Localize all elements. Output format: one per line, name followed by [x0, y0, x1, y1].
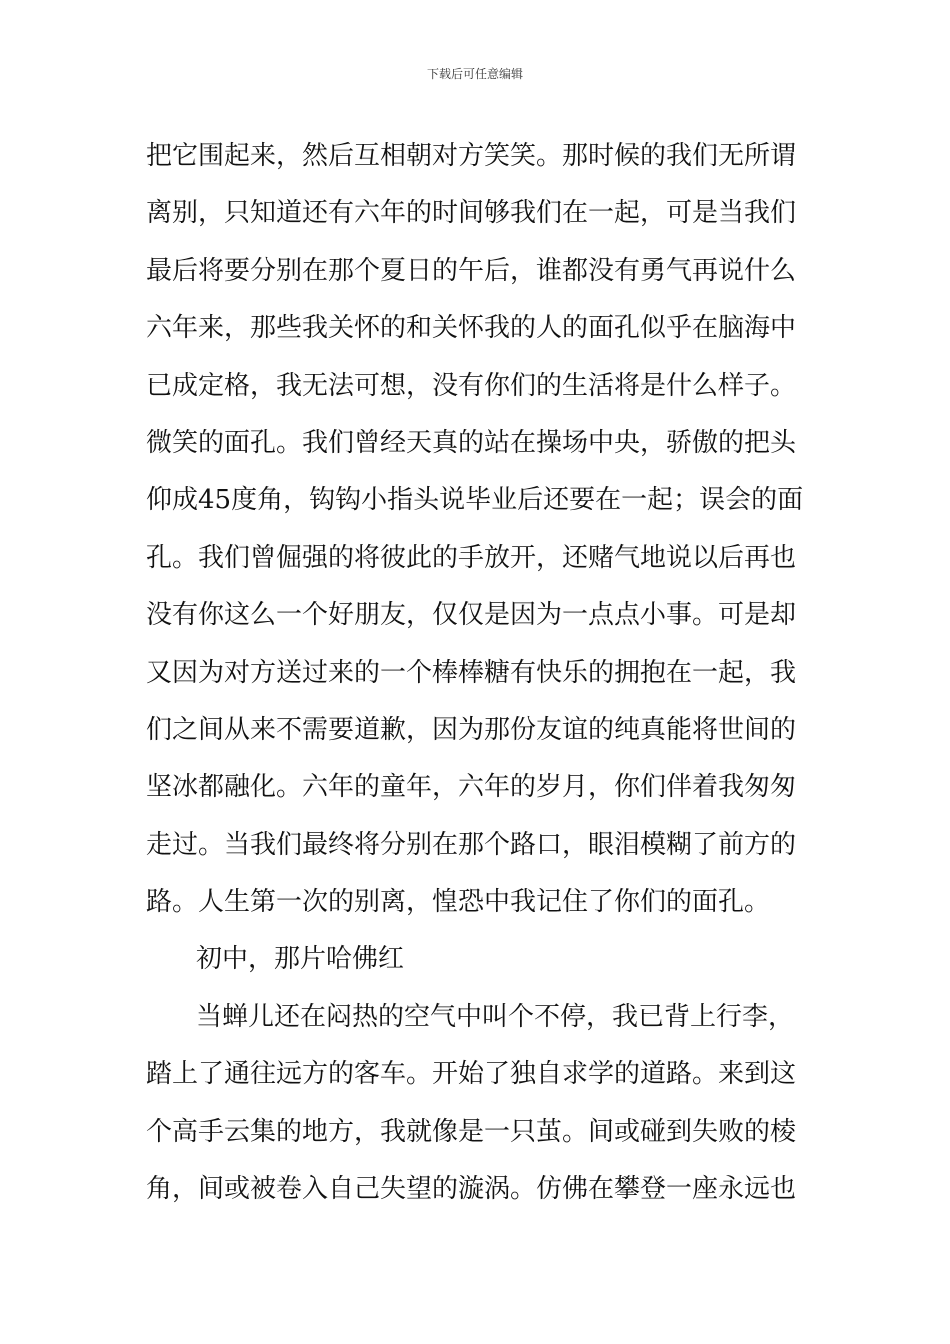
document-body — [146, 128, 806, 1218]
text-line: 孔。我们曾倔强的将彼此的手放开，还赌气地说以后再也 — [146, 542, 797, 573]
text-line: 离别，只知道还有六年的时间够我们在一起，可是当我们 — [146, 198, 797, 229]
text-line: 六年来，那些我关怀的和关怀我的人的面孔似乎在脑海中 — [146, 313, 797, 344]
text-line: 最后将要分别在那个夏日的午后，谁都没有勇气再说什么 — [146, 255, 797, 286]
text-line: 微笑的面孔。我们曾经天真的站在操场中央，骄傲的把头 — [146, 427, 797, 458]
text-line: 个高手云集的地方，我就像是一只茧。间或碰到失败的棱 — [146, 1116, 797, 1147]
text-line: 仰成45度角，钩钩小指头说毕业后还要在一起；误会的面 — [146, 485, 804, 516]
text-line: 坚冰都融化。六年的童年，六年的岁月，你们伴着我匆匆 — [146, 772, 797, 803]
text-line: 没有你这么一个好朋友，仅仅是因为一点点小事。可是却 — [146, 600, 797, 631]
text-line: 们之间从来不需要道歉，因为那份友谊的纯真能将世间的 — [146, 714, 797, 745]
text-line: 踏上了通往远方的客车。开始了独自求学的道路。来到这 — [146, 1059, 797, 1090]
text-line: 把它围起来，然后互相朝对方笑笑。那时候的我们无所谓 — [146, 141, 797, 171]
text-line: 已成定格，我无法可想，没有你们的生活将是什么样子。 — [146, 370, 797, 401]
text-line: 路。人生第一次的别离，惶恐中我记住了你们的面孔。 — [146, 887, 771, 918]
text-line: 角，间或被卷入自己失望的漩涡。仿佛在攀登一座永远也 — [146, 1174, 797, 1205]
text-line: 当蝉儿还在闷热的空气中叫个不停，我已背上行李， — [196, 1001, 795, 1032]
page-header: 下载后可任意编辑 — [426, 67, 523, 81]
text-line: 又因为对方送过来的一个棒棒糖有快乐的拥抱在一起，我 — [146, 657, 797, 688]
text-line: 走过。当我们最终将分别在那个路口，眼泪模糊了前方的 — [146, 829, 797, 860]
section-heading: 初中，那片哈佛红 — [196, 944, 405, 975]
